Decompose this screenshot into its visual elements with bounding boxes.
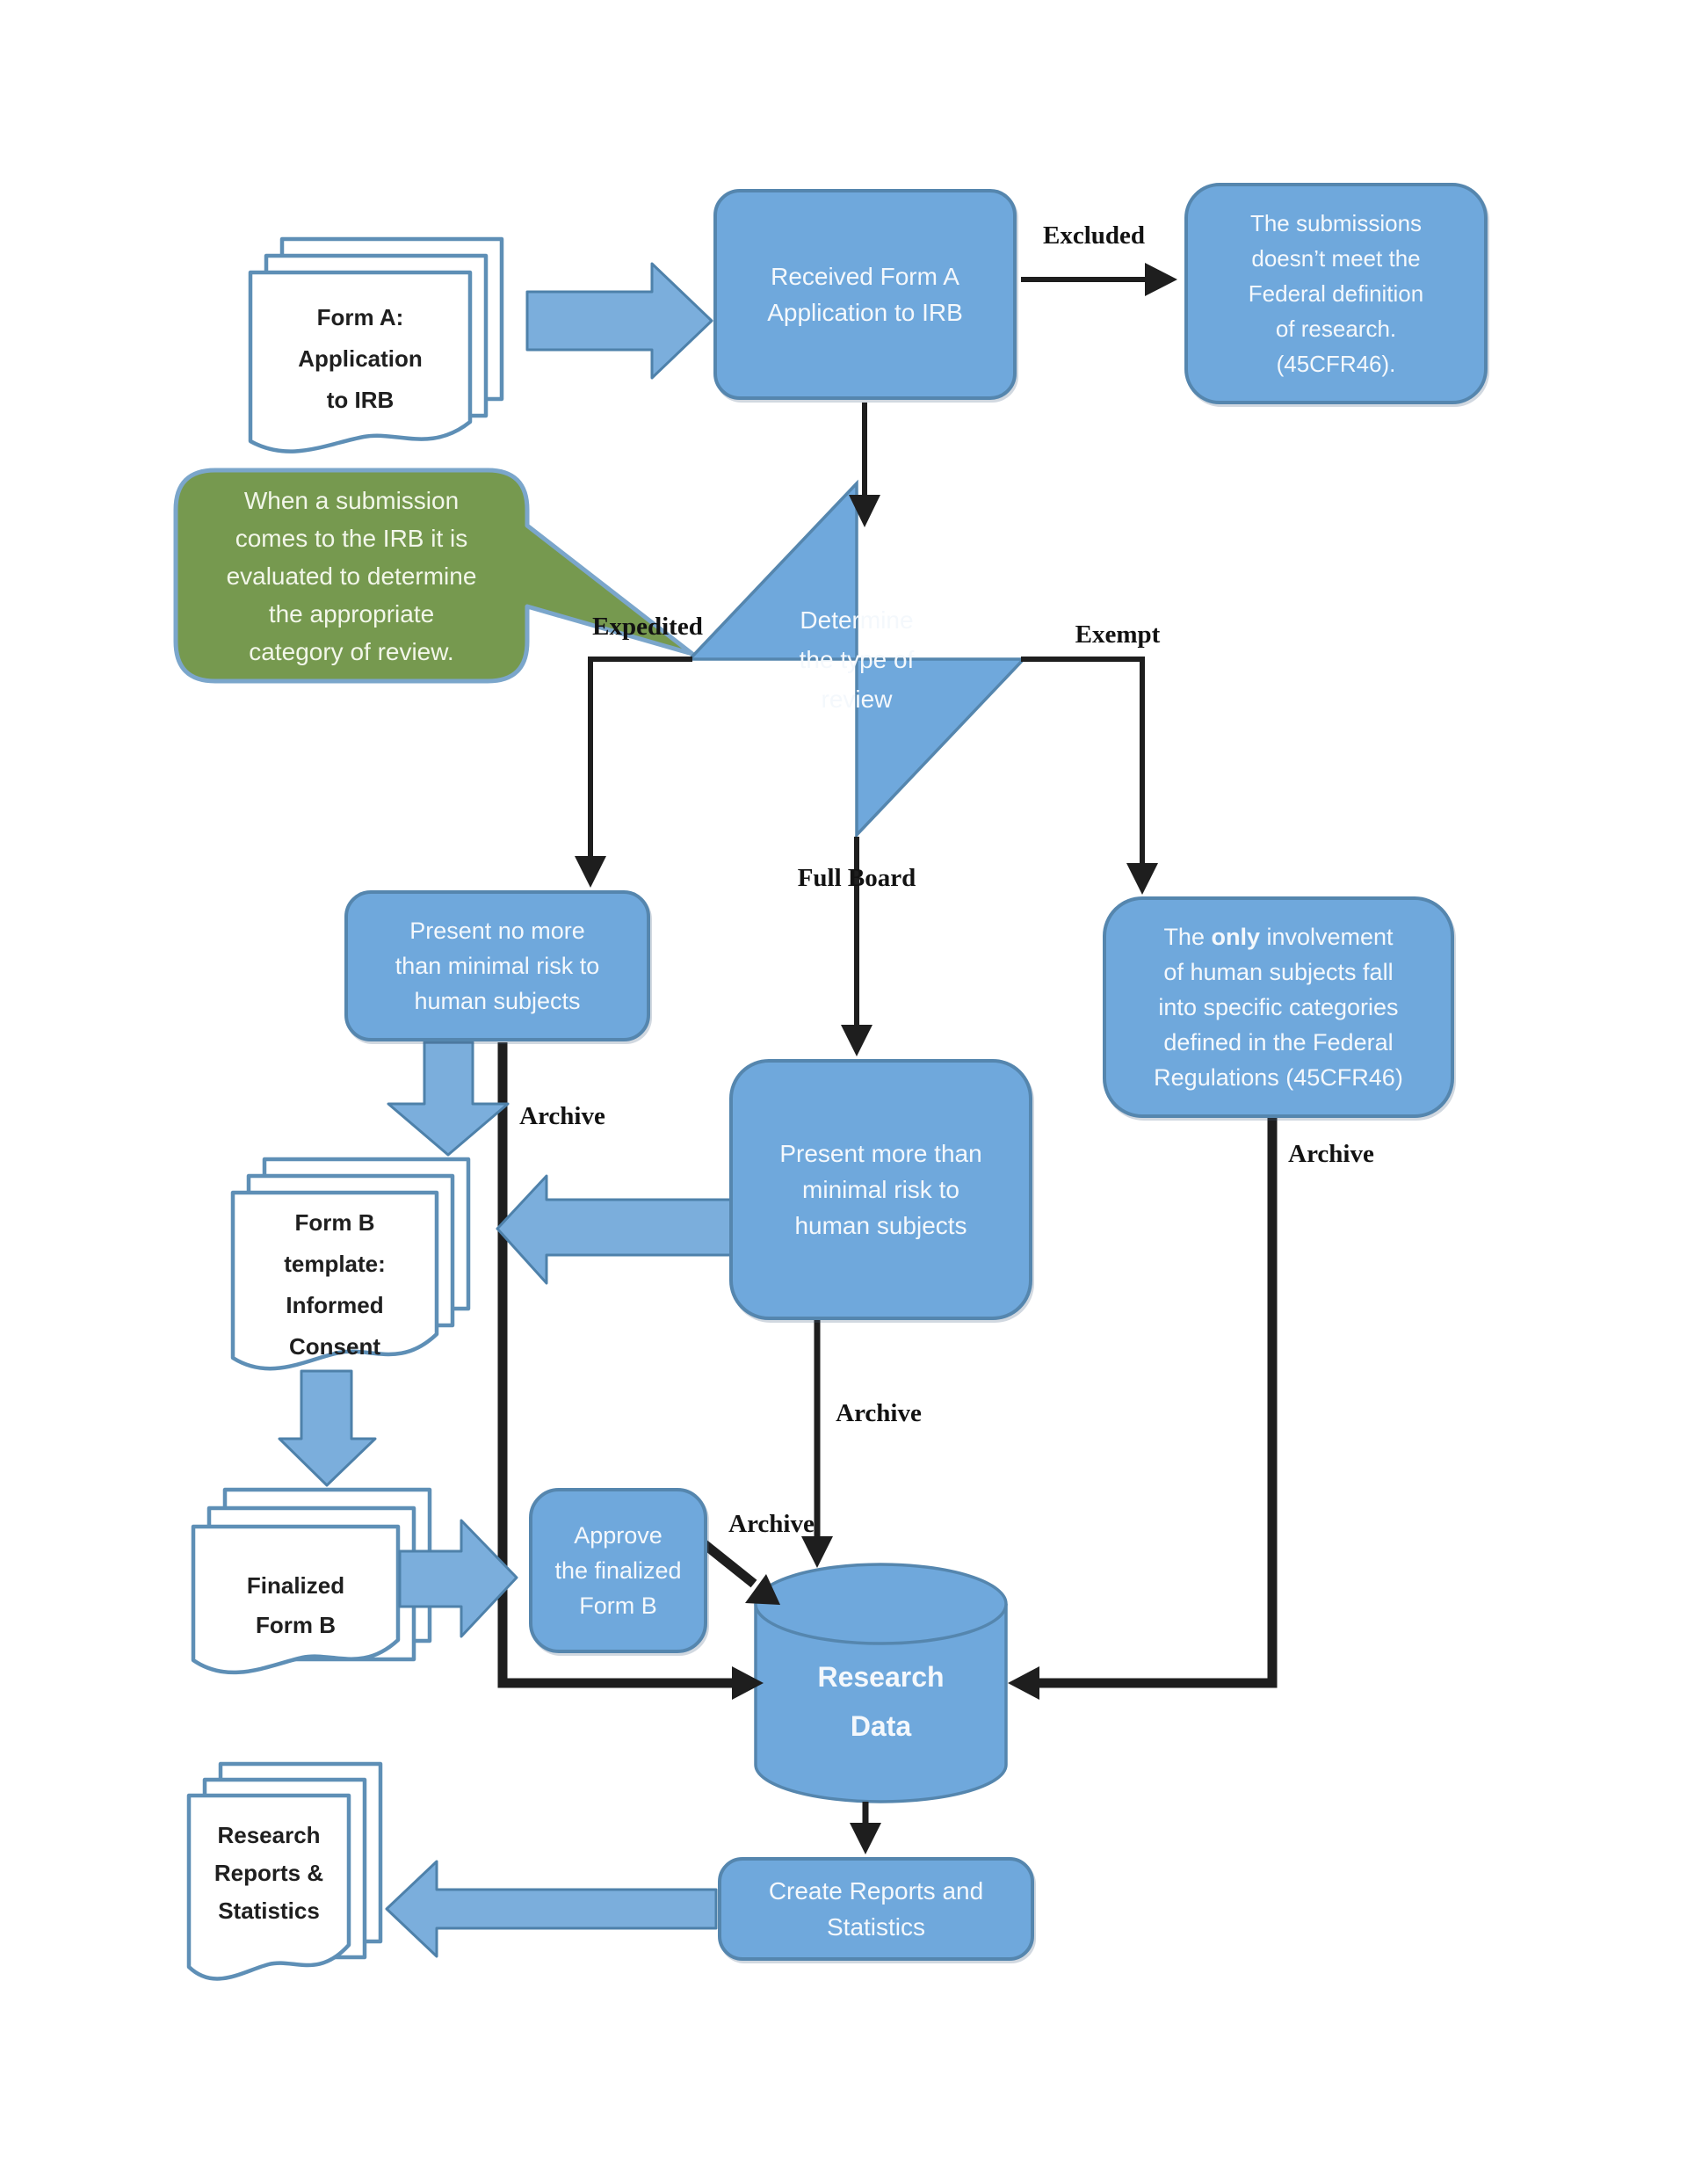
expedited-to-form-b-block-arrow (388, 1042, 508, 1155)
excluded-outcome-box: The submissions doesn’t meet the Federal definition of research. (45CFR46). (1184, 183, 1488, 404)
exempt-branch-arrow (1021, 659, 1158, 895)
research-reports-document-label: Research Reports & Statistics (214, 1822, 324, 1924)
create-reports-box: Create Reports and Statistics (718, 1857, 1034, 1961)
edge-label-full-board: Full Board (797, 863, 916, 892)
finalized-form-b-document-label: Finalized Form B (246, 1572, 345, 1638)
research-data-cylinder-label: Research Data (817, 1661, 945, 1742)
create-to-reports-block-arrow (387, 1861, 716, 1956)
edge-label-archive-full-board: Archive (836, 1398, 922, 1427)
edge-label-archive-approve: Archive (728, 1509, 815, 1538)
cylinder-to-create-arrow (850, 1802, 881, 1854)
excluded-arrow (1021, 263, 1177, 296)
full-board-to-form-b-block-arrow (497, 1176, 731, 1283)
exempt-archive-line (1008, 1118, 1272, 1700)
form-b-document-label: Form B template: Informed Consent (284, 1209, 386, 1360)
full-board-outcome-box: Present more than minimal risk to human subjects (729, 1059, 1032, 1320)
approve-archive-diagonal-arrow (701, 1542, 780, 1605)
approve-form-b-box: Approve the finalized Form B (529, 1488, 707, 1653)
edge-label-excluded: Excluded (1042, 221, 1146, 250)
edge-label-archive-expedited: Archive (519, 1101, 605, 1130)
edge-label-archive-exempt: Archive (1288, 1139, 1374, 1168)
form-a-document-label: Form A: Application to IRB (298, 303, 423, 413)
callout-note-label: When a submission comes to the IRB it is evaluated to determine the appropriate category of review. (226, 487, 477, 665)
decision-diamond-label: Determine the type of review (799, 606, 915, 713)
edge-label-exempt: Exempt (1075, 620, 1161, 649)
expedited-outcome-box: Present no more than minimal risk to human subjects (344, 890, 650, 1041)
expedited-branch-arrow (575, 659, 692, 888)
edge-label-expedited: Expedited (592, 612, 703, 641)
form-b-to-finalized-block-arrow (279, 1371, 375, 1485)
exempt-outcome-box: The only involvement of human subjects fall into specific categories defined in the Federal Regulations (45CFR46) (1103, 896, 1454, 1118)
received-form-a-box: Received Form A Application to IRB (713, 189, 1017, 400)
form-a-to-received-block-arrow (527, 264, 712, 378)
